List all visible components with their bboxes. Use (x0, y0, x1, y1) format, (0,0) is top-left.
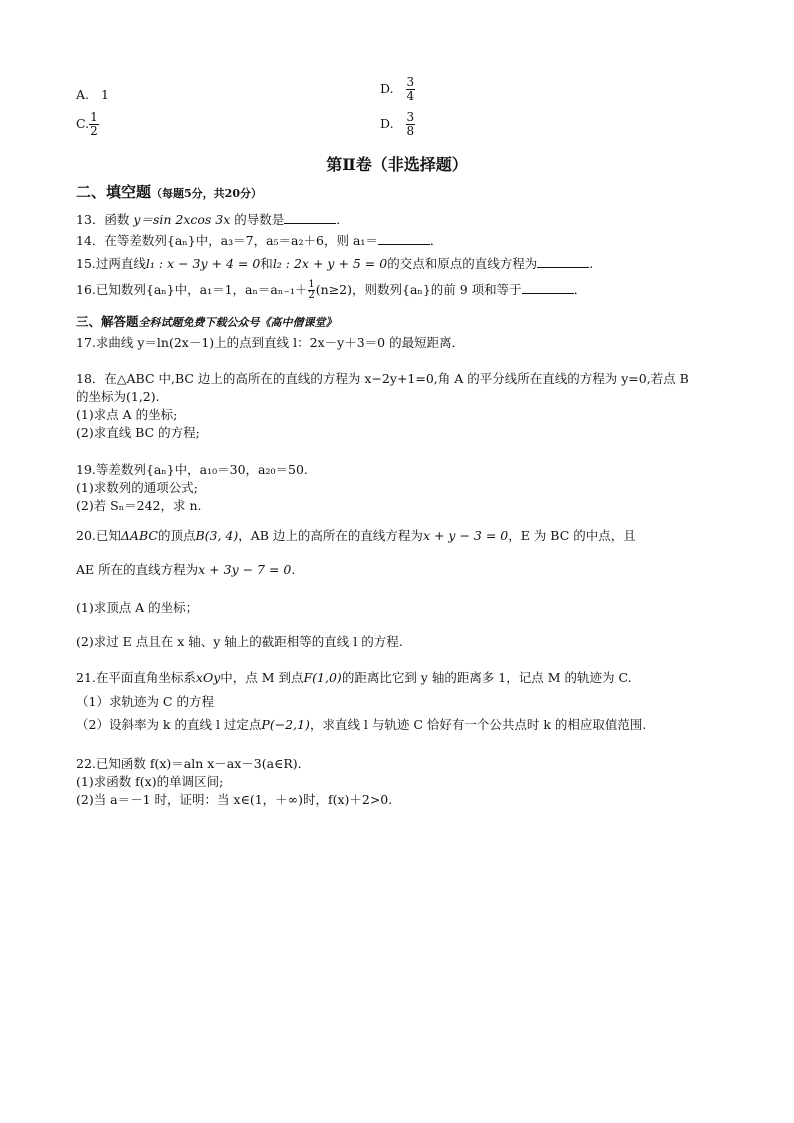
option-d-second-fraction: $\frac{3}{8}$ (406, 110, 415, 138)
section3-heading (76, 314, 337, 331)
question-22-sub1: (1)求函数 f(x)的单调区间; (76, 774, 224, 789)
question-21-line1: 21.在平面直角坐标系xOy中，点 M 到点F(1,0)的距离比它到 y 轴的距离多 1，记点 M 的轨迹为 C. (76, 670, 632, 685)
q16-fraction: $\frac{1}{2}$ (308, 279, 315, 301)
question-20-line1: 20.已知ΔABC的顶点B(3, 4)，AB 边上的高所在的直线方程为x + y − 3 = 0，E 为 BC 的中点，且 (76, 528, 636, 543)
q20-triangle: ΔABC (120, 528, 158, 543)
question-21-sub1: （1）求轨迹为 C 的方程 (76, 694, 214, 709)
section3-note: 全科试题免费下载公众号《高中僧课堂》 (138, 316, 337, 329)
section3-title: 三、解答题 (76, 314, 139, 329)
q15-answer-blank (537, 255, 589, 268)
question-20-sub1: (1)求顶点 A 的坐标； (76, 600, 199, 615)
question-19-line1: 19.等差数列{aₙ}中，a₁₀＝30，a₂₀＝50. (76, 462, 308, 477)
question-21-sub2: （2）设斜率为 k 的直线 l 过定点P(−2,1)，求直线 l 与轨迹 C 恰好有一个公共点时 k 的相应取值范围. (76, 717, 647, 732)
question-16: 16.已知数列{aₙ}中，a₁＝1，aₙ＝aₙ₋₁＋ $\frac{1}{2}$ (n≥2)，则数列{aₙ}的前 9 项和等于 ． (76, 279, 587, 301)
q16-answer-blank (522, 281, 574, 294)
part2-title: 第Ⅱ卷（非选择题） (326, 155, 468, 174)
section2-heading (76, 184, 262, 202)
question-22-sub2: (2)当 a＝－1 时，证明：当 x∈(1，＋∞)时，f(x)＋2>0. (76, 792, 393, 807)
option-d-first-label: D. (380, 81, 394, 96)
q20-equation-2: x + 3y − 7 = 0 (198, 562, 292, 577)
q21-point-f: F(1,0) (303, 670, 342, 685)
option-d-second (380, 111, 415, 138)
question-15: 15.过两直线l₁ : x − 3y + 4 = 0和l₂ : 2x + y + 5 = 0的交点和原点的直线方程为 . (76, 256, 594, 271)
question-14: 14．在等差数列{aₙ}中，a₃＝7，a₅＝a₂＋6，则 a₁＝ ． (76, 233, 443, 248)
q15-line1-equation: l₁ : x − 3y + 4 = 0 (145, 256, 261, 271)
option-d-first-fraction: $\frac{3}{4}$ (406, 75, 415, 103)
option-a-value: 1 (101, 87, 109, 102)
section2-title: 二、填空题 (76, 183, 152, 201)
option-d-second-label: D. (380, 116, 394, 131)
q21-point-p: P(−2,1) (261, 717, 310, 732)
q21-coordinate-system: xOy (195, 670, 221, 685)
q14-answer-blank (378, 232, 430, 245)
question-18-line1: 18．在△ABC 中,BC 边上的高所在的直线的方程为 x−2y+1=0,角 A 的平分线所在直线的方程为 y=0,若点 B (76, 371, 689, 386)
q20-equation-1: x + y − 3 = 0 (422, 528, 509, 543)
option-a-label: A. (76, 87, 90, 102)
option-a (76, 87, 109, 103)
question-22-line1: 22.已知函数 f(x)＝aln x－ax－3(a∈R)． (76, 756, 311, 771)
section2-note: （每题5分，共20分） (151, 187, 262, 200)
question-17: 17.求曲线 y＝ln(2x－1)上的点到直线 l：2x－y＋3＝0 的最短距离． (76, 335, 465, 350)
question-18-line2: 的坐标为(1,2). (76, 389, 160, 404)
question-18-sub1: (1)求点 A 的坐标; (76, 407, 178, 422)
q13-answer-blank (284, 211, 336, 224)
question-13: 13．函数 y＝sin 2xcos 3x 的导数是 ． (76, 212, 349, 227)
question-20-line2: AE 所在的直线方程为x + 3y − 7 = 0. (76, 562, 296, 577)
question-19-sub1: (1)求数列的通项公式; (76, 480, 198, 495)
option-c-label: C. (76, 116, 90, 131)
q20-point-b: B(3, 4) (195, 528, 239, 543)
question-18-sub2: (2)求直线 BC 的方程; (76, 425, 200, 440)
option-d-first (380, 76, 415, 103)
q15-line2-equation: l₂ : 2x + y + 5 = 0 (272, 256, 388, 271)
option-c-fraction: $\frac{1}{2}$ (90, 110, 98, 138)
option-c (76, 111, 99, 138)
question-20-sub2: (2)求过 E 点且在 x 轴、y 轴上的截距相等的直线 l 的方程. (76, 634, 403, 649)
q13-function: y＝sin 2xcos 3x (133, 212, 231, 227)
question-19-sub2: (2)若 Sₙ＝242，求 n. (76, 498, 202, 513)
